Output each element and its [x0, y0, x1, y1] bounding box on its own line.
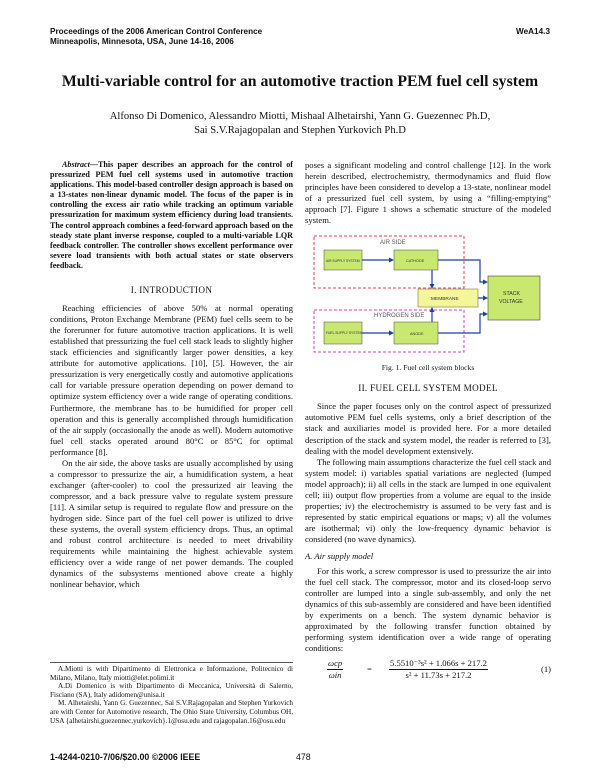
stack-voltage-block [488, 276, 540, 320]
abstract [50, 160, 293, 271]
membrane-label: MEMBRANE [431, 297, 459, 303]
section-heading-introduction: I. INTRODUCTION [130, 285, 213, 296]
cathode-label: CATHODE [406, 259, 425, 264]
intro-paragraph-2: On the air side, the above tasks are usually accomplished by using a compressor to pressurize the air, a humidification system, a heat exchanger (after-cooler) to cool the pressurized air leaving the compressor, and a back pressure valve to regulate system pressure [11]. A similar setup is required to regulate flow and pressure on the hydrogen side. Since part of the fuel cell power is utilized to drive these systems, the overall system efficiency drops. Thus, an optimal and robust control architecture is needed to meet drivability requirements while maintaining the highest achievable system efficiency over a wide range of net power demands. The coupled dynamics of the subsystems mentioned above create a highly nonlinear behavior, which [50, 457, 293, 590]
footnote-3: M. Alhetairshi, Yann G. Guezennec, Sai S.V.Rajagopalan and Stephen Yurkovich are with Center for Automotive research, The Ohio State University, Columbus OH, USA {alhetairshi,guezennec,yurkovich}.1@osu.edu and rajagopalan.16@osu.edu [50, 699, 293, 725]
equation-number: (1) [540, 664, 551, 675]
proceedings-header [50, 27, 262, 47]
arrowhead-membrane-stack [483, 296, 488, 301]
stack-voltage-label-2: VOLTAGE [499, 299, 523, 306]
equation-1 [305, 658, 551, 686]
right-paragraph-1: poses a significant modeling and control challenge [12]. In the work herein described, electrochemistry, thermodynamics and fluid flow principles have been considered to develop a 13-state, nonlinear model of a pressurized fuel cell system, by using a “filling-emptying” approach [7]. Figure 1 shows a schematic structure of the modeled system. [305, 160, 551, 226]
fuel-supply-label: FUEL SUPPLY SYSTEM [326, 331, 363, 336]
intro-paragraph-1: Reaching efficiencies of above 50% at normal operating conditions, Proton Exchange Membrane (PEM) fuel cells seem to be the forerunner for future automotive traction applications. It is well established that pressurizing the fuel cell stack leads to slightly higher stack efficiencies and significantly larger power densities, a key attribute for automotive applications. [10], [5]. However, the air pressurization is very energetically costly and automotive applications call for variable pressure operation depending on power demand to optimize system efficiency over a wide range of operating conditions. Furthermore, the membrane has to be humidified for proper cell operation and this is generally accomplished through humidification of the air supply (occasionally the anode as well). Modern automotive fuel cell stacks operated around 80°C or 85°C for optimal performance [8]. [50, 303, 293, 457]
header-line-1: Proceedings of the 2006 American Control Conference [50, 27, 263, 36]
hydrogen-side-label: HYDROGEN SIDE [374, 313, 425, 320]
authors-line-2: Sai S.V.Rajagopalan and Stephen Yurkovich Ph.D [194, 124, 406, 136]
section-heading-model: II. FUEL CELL SYSTEM MODEL [358, 383, 498, 394]
equation-equals: = [367, 664, 372, 675]
right-column [305, 160, 551, 686]
arrowhead-supply-to-cathode [389, 258, 394, 263]
figure-caption: Fig. 1. Fuel cell system blocks [381, 363, 475, 373]
arrow-cathode-stack [438, 260, 486, 282]
authors-line-1: Alfonso Di Domenico, Alessandro Miotti, Mishaal Alhetairshi, Yann G. Guezennec Ph.D, [109, 111, 491, 122]
equation-rhs [389, 658, 488, 681]
equation-lhs [327, 658, 343, 681]
footnote-1: A.Miotti is with Dipartimento di Elettronica e Informazione, Politecnico di Milano, Milano, Italy miotti@elet.polimi.it [50, 665, 293, 682]
copyright-footer: 1-4244-0210-7/06/$20.00 ©2006 IEEE [50, 752, 201, 762]
footnote-2: A.Di Domenico is with Dipartimento di Meccanica, Università di Salerno, Fisciano (SA), Italy adidomen@unisa.it [50, 682, 293, 699]
author-list [60, 110, 540, 137]
header-line-2: Minneapolis, Minnesota, USA, June 14-16, 2006 [50, 37, 234, 46]
stack-voltage-label-1: STACK [503, 291, 520, 298]
air-side-label: AIR SIDE [380, 240, 406, 247]
abstract-text: —This paper describes an approach for the control of pressurized PEM fuel cell systems used in automotive traction applications. This model-based controller design approach is based on a 13-states non-linear dynamic model. The focus of the paper is in controlling the excess air ratio while tracking an optimum variable pressurization for maximum system efficiency during load transients. The control approach combines a feed-forward approach based on the steady state plant inverse response, coupled to a multi-variable LQR feedback controller. The controller shows excellent performance over severe load transients with both actual states or state observers feedback. [50, 160, 293, 270]
session-code: WeA14.3 [516, 27, 550, 36]
air-supply-label: AIR SUPPLY SYSTEM [326, 259, 360, 264]
abstract-label: Abstract [62, 160, 90, 169]
model-paragraph-1: Since the paper focuses only on the control aspect of pressurized automotive PEM fuel cells systems, only a brief description of the stack and auxiliaries model is provided here. For a more detailed description of the stack and system model, the reader is referred to [3], dealing with the model development extensively. [305, 401, 551, 456]
air-supply-paragraph: For this work, a screw compressor is used to pressurize the air into the fuel cell stack. The compressor, motor and its closed-loop servo controller are lumped into a single sub-assembly, and only the net dynamics of this sub-assembly are considered and have been identified by experiments on a bench. The system dynamic behavior is approximated by the following transfer function obtained by performing system identification over a wide range of operating conditions: [305, 566, 551, 654]
equation-lhs-numerator: ωcp [328, 658, 343, 669]
model-paragraph-2: The following main assumptions characterize the fuel cell stack and system model: i) variables spatial variations are neglected (lumped model approach); ii) all cells in the stack are lumped in one equivalent cell; iii) output flow properties from a volume are equal to the inside properties; iv) the electrochemistry is assumed to be very fast and is represented by static empirical equations or maps; v) all the volumes are isothermal; vi) only the low-frequency dynamic behavior is considered (no wave dynamics). [305, 456, 551, 544]
equation-rhs-denominator: s² + 11.73s + 217.2 [405, 669, 472, 680]
left-column [50, 160, 293, 590]
arrow-anode-stack [438, 314, 486, 333]
equation-rhs-numerator: 5.5510⁻³s² + 1.066s + 217.2 [390, 658, 487, 669]
fuel-cell-block-diagram [310, 234, 546, 356]
footnotes [50, 662, 293, 725]
arrowhead-cathode-stack [483, 280, 488, 285]
equation-lhs-denominator: ωin [328, 669, 342, 680]
arrowhead-supply-to-anode [389, 331, 394, 336]
figure-1 [305, 234, 551, 356]
page-number: 478 [296, 752, 311, 762]
arrowhead-anode-stack [483, 312, 488, 317]
paper-title: Multi-variable control for an automotive traction PEM fuel cell system [61, 73, 539, 90]
subsection-heading-air-supply: A. Air supply model [305, 550, 374, 561]
anode-label: ANODE [410, 332, 424, 337]
